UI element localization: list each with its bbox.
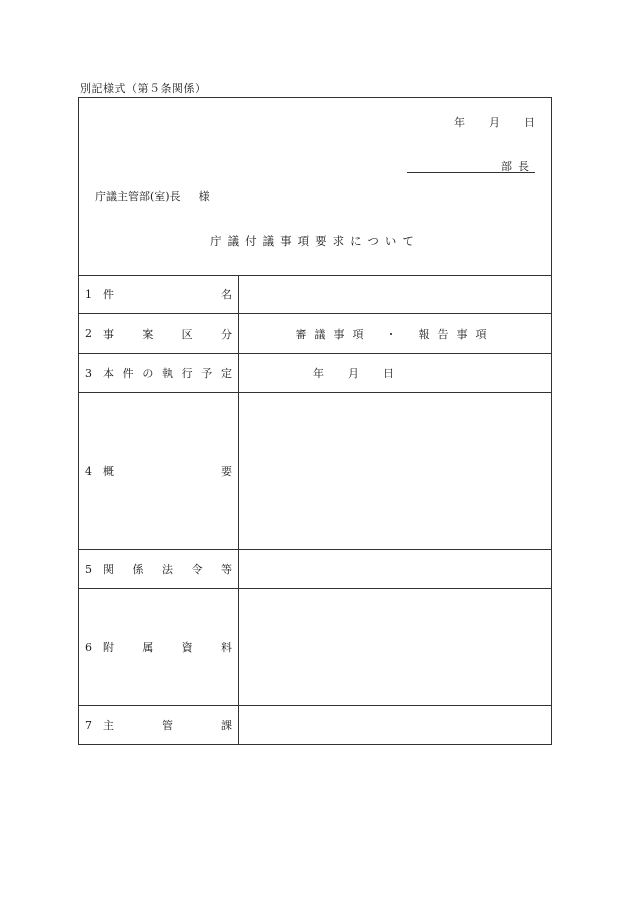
label-char: 案 — [142, 327, 154, 341]
label-char: 料 — [220, 641, 232, 654]
row-number: 2 — [85, 327, 92, 340]
date-line — [454, 114, 535, 130]
row-label — [79, 393, 239, 549]
row-number: 4 — [85, 464, 92, 478]
date-year: 年 — [454, 116, 465, 129]
label-char: 附 — [103, 641, 114, 654]
row-number: 1 — [85, 287, 92, 301]
label-char: 令 — [191, 563, 203, 576]
label-char: の — [142, 367, 154, 380]
addressee — [95, 188, 210, 204]
label-char: 分 — [220, 327, 232, 341]
row-number: 5 — [85, 562, 92, 576]
row-overview — [79, 393, 551, 550]
label-char: 管 — [162, 719, 173, 732]
row-label-text — [103, 326, 232, 342]
row-related-laws — [79, 550, 551, 589]
dept-title: 部長 — [407, 158, 535, 173]
schedule-month: 月 — [348, 367, 359, 380]
row-label-text — [103, 286, 232, 302]
date-month: 月 — [489, 116, 500, 129]
subject-title: 庁議付議事項要求について — [210, 234, 420, 248]
row-label-text — [103, 639, 232, 655]
row-number: 6 — [85, 640, 92, 654]
row-value-field[interactable] — [239, 354, 551, 392]
label-char: 定 — [220, 367, 232, 380]
row-label-text — [103, 561, 232, 577]
row-label — [79, 275, 239, 313]
row-label — [79, 314, 239, 353]
label-char: 区 — [181, 327, 193, 341]
label-char: 事 — [103, 327, 114, 341]
form-label: 別記様式（第５条関係） — [80, 82, 207, 95]
label-char: 課 — [221, 719, 232, 732]
label-char: 要 — [221, 465, 232, 478]
label-char: 件 — [122, 367, 134, 380]
addressee-name: 庁議主管部(室)長 — [95, 190, 181, 203]
label-char: 属 — [142, 641, 154, 654]
row-label — [79, 354, 239, 392]
row-value-field[interactable] — [239, 275, 551, 313]
row-value-field[interactable] — [239, 589, 551, 705]
option-deliberation[interactable]: 審議事項 — [295, 327, 372, 341]
label-char: 名 — [221, 288, 232, 301]
row-subject-name — [79, 275, 551, 314]
row-case-category — [79, 314, 551, 354]
date-day: 日 — [524, 116, 535, 129]
category-options — [239, 326, 551, 342]
label-char: 件 — [103, 288, 114, 301]
option-report[interactable]: 報告事項 — [418, 327, 495, 341]
row-value-field[interactable] — [239, 393, 551, 549]
label-char: 概 — [103, 465, 114, 478]
schedule-date — [239, 365, 394, 381]
row-number: 3 — [85, 366, 92, 380]
label-char: 執 — [161, 367, 173, 380]
row-label-text — [103, 717, 232, 733]
row-execution-schedule — [79, 354, 551, 393]
label-char: 法 — [162, 563, 173, 576]
label-char: 行 — [181, 367, 193, 380]
label-char: 予 — [201, 367, 213, 380]
row-label-text — [103, 365, 232, 381]
label-char: 関 — [103, 563, 114, 576]
row-number: 7 — [85, 718, 92, 732]
label-char: 主 — [103, 719, 114, 732]
schedule-year: 年 — [313, 367, 324, 380]
request-form — [78, 97, 552, 745]
label-char: 本 — [103, 367, 114, 380]
row-attachments — [79, 589, 551, 706]
schedule-day: 日 — [383, 367, 394, 380]
row-value-field — [239, 314, 551, 353]
row-value-field[interactable] — [239, 550, 551, 588]
option-separator: ・ — [385, 327, 397, 341]
row-label — [79, 550, 239, 588]
label-char: 係 — [132, 563, 144, 576]
label-char: 等 — [221, 563, 232, 576]
form-header — [79, 98, 551, 276]
row-label — [79, 706, 239, 744]
label-char: 資 — [181, 641, 193, 654]
honorific: 様 — [198, 190, 210, 203]
row-value-field[interactable] — [239, 706, 551, 744]
row-label-text — [103, 463, 232, 479]
row-label — [79, 589, 239, 705]
row-responsible-section — [79, 706, 551, 744]
